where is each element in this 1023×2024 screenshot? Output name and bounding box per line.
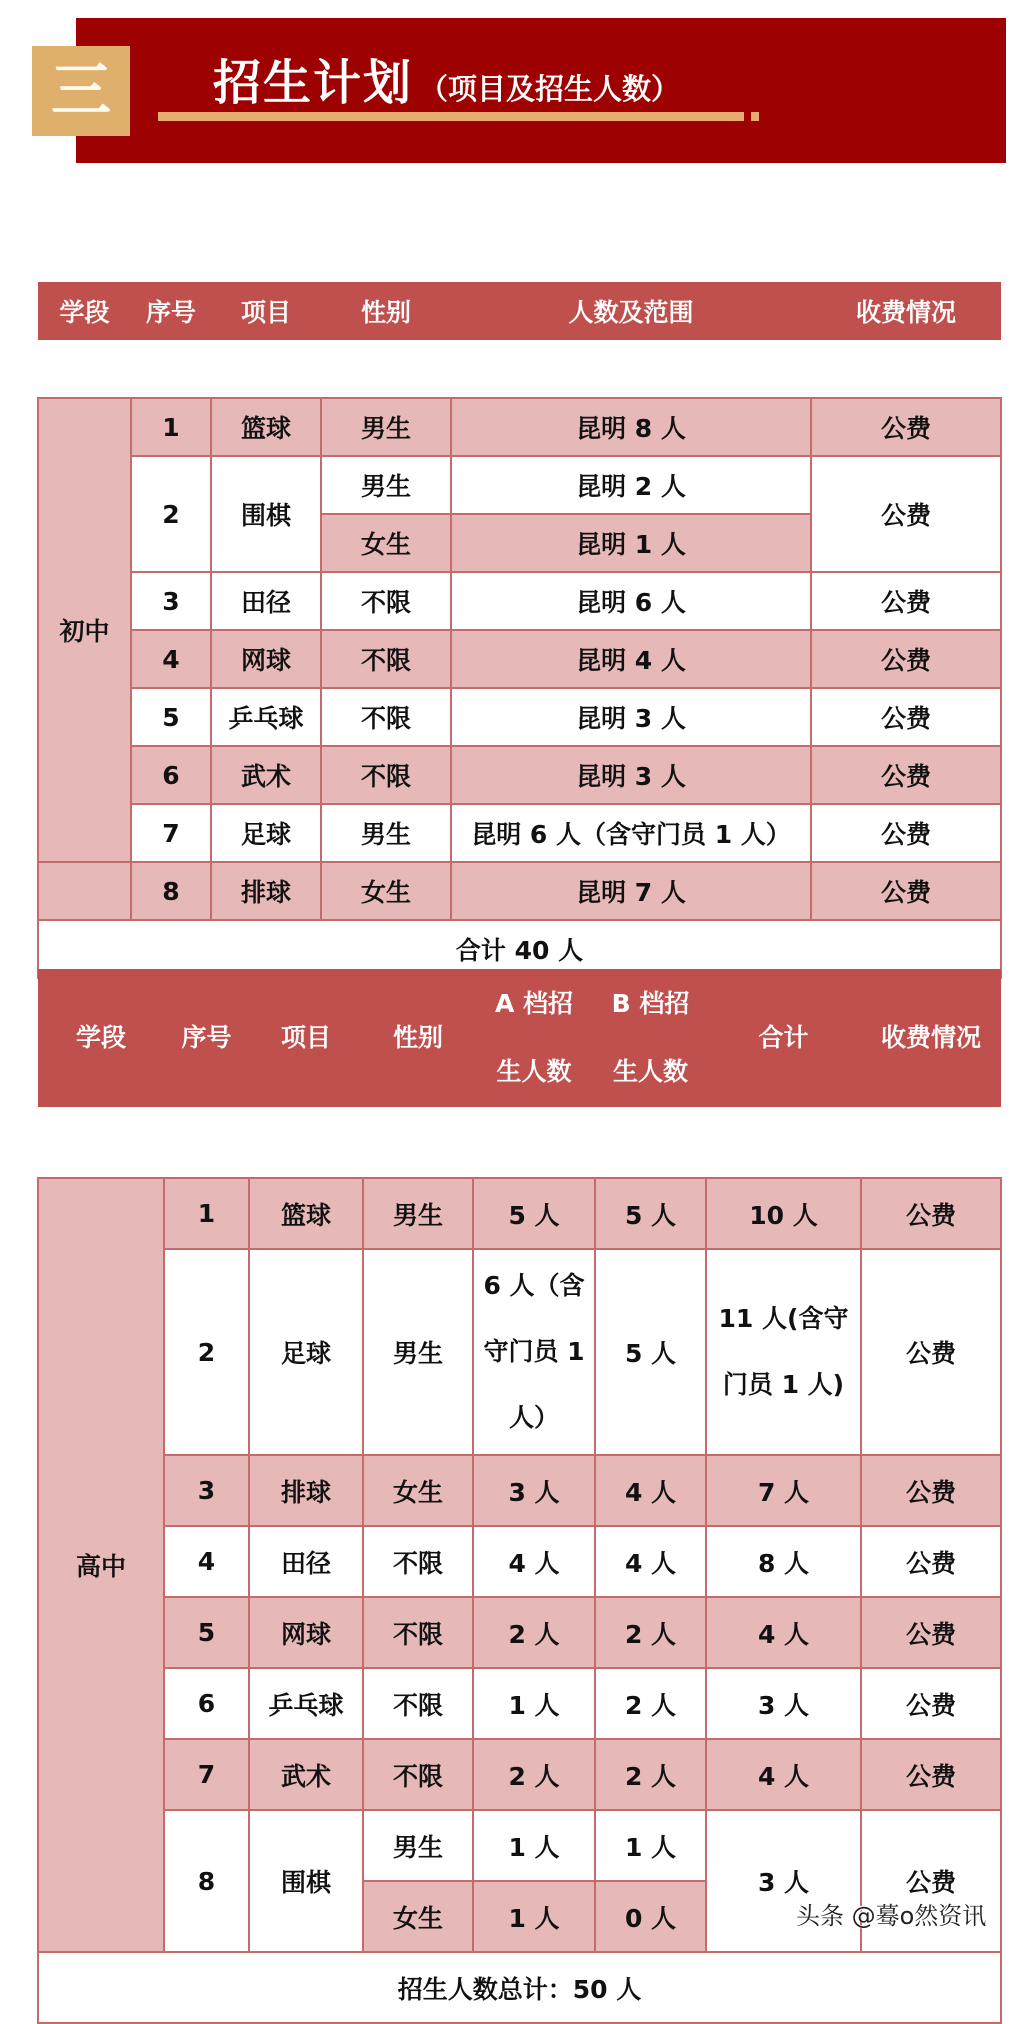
cell-sport: 围棋 — [211, 456, 321, 572]
cell-no: 2 — [131, 456, 211, 572]
cell-fee: 公费 — [811, 398, 1001, 456]
total-cell: 招生人数总计：50 人 — [38, 1952, 1001, 2023]
cell-b: 2 人 — [595, 1739, 706, 1810]
cell-no: 2 — [164, 1249, 249, 1455]
cell-a: 3 人 — [473, 1455, 595, 1526]
cell-gender: 不限 — [321, 746, 451, 804]
cell-no: 5 — [131, 688, 211, 746]
cell-a-line2: 守门员 1 — [483, 1337, 585, 1366]
header-b-line1: B 档招 — [611, 989, 690, 1018]
cell-gender: 不限 — [363, 1526, 473, 1597]
cell-a: 2 人 — [473, 1739, 595, 1810]
cell-count: 昆明 3 人 — [451, 746, 811, 804]
table-row — [38, 630, 1001, 688]
cell-no: 7 — [164, 1739, 249, 1810]
cell-b: 4 人 — [595, 1526, 706, 1597]
total-cell: 合计 40 人 — [38, 920, 1001, 978]
table-row — [38, 1178, 1001, 1249]
cell-fee: 公费 — [861, 1526, 1001, 1597]
cell-sum: 4 人 — [706, 1597, 861, 1668]
header-b-line2: 生人数 — [612, 1057, 688, 1086]
cell-count: 昆明 8 人 — [451, 398, 811, 456]
cell-a-line1: 6 人（含 — [483, 1271, 585, 1300]
header-a-tier — [473, 969, 595, 1107]
table-row — [38, 1455, 1001, 1526]
cell-sport: 排球 — [211, 862, 321, 920]
cell-a: 1 人 — [473, 1668, 595, 1739]
cell-b: 5 人 — [595, 1249, 706, 1455]
cell-count: 昆明 3 人 — [451, 688, 811, 746]
cell-fee: 公费 — [811, 572, 1001, 630]
cell-a: 4 人 — [473, 1526, 595, 1597]
cell-sport: 武术 — [211, 746, 321, 804]
table-row — [38, 572, 1001, 630]
table-row — [38, 1597, 1001, 1668]
cell-fee: 公费 — [861, 1178, 1001, 1249]
cell-gender: 不限 — [321, 572, 451, 630]
cell-sport: 乒乓球 — [211, 688, 321, 746]
table-header-row — [38, 282, 1001, 340]
header-a-line1: A 档招 — [494, 989, 574, 1018]
header-fee: 收费情况 — [811, 282, 1001, 340]
cell-sum: 8 人 — [706, 1526, 861, 1597]
senior-enrollment-table — [37, 969, 1002, 2024]
header-sum: 合计 — [706, 969, 861, 1107]
cell-gender: 不限 — [363, 1668, 473, 1739]
stage-cell: 高中 — [38, 1178, 164, 1952]
cell-count: 昆明 7 人 — [451, 862, 811, 920]
cell-no: 4 — [164, 1526, 249, 1597]
total-row — [38, 1952, 1001, 2023]
header-fee: 收费情况 — [861, 969, 1001, 1107]
cell-gender: 女生 — [321, 514, 451, 572]
stage-cell: 初中 — [38, 398, 131, 862]
cell-b: 2 人 — [595, 1668, 706, 1739]
table-row — [38, 1739, 1001, 1810]
table-row — [38, 1526, 1001, 1597]
cell-gender: 女生 — [363, 1455, 473, 1526]
table-row — [38, 456, 1001, 514]
cell-b: 5 人 — [595, 1178, 706, 1249]
cell-gender: 男生 — [321, 398, 451, 456]
header-no: 序号 — [164, 969, 249, 1107]
cell-no: 5 — [164, 1597, 249, 1668]
table-row — [38, 862, 1001, 920]
cell-gender: 男生 — [363, 1810, 473, 1881]
header-stage: 学段 — [38, 969, 164, 1107]
cell-fee: 公费 — [811, 862, 1001, 920]
header-gender: 性别 — [363, 969, 473, 1107]
cell-sport: 排球 — [249, 1455, 363, 1526]
cell-fee: 公费 — [811, 688, 1001, 746]
watermark: 头条 @蓦o然资讯 — [796, 1902, 987, 1930]
cell-fee: 公费 — [861, 1249, 1001, 1455]
table-row — [38, 1249, 1001, 1455]
cell-gender: 女生 — [363, 1881, 473, 1952]
cell-a — [473, 1249, 595, 1455]
cell-no: 6 — [131, 746, 211, 804]
cell-sum: 3 人 — [706, 1668, 861, 1739]
cell-b: 1 人 — [595, 1810, 706, 1881]
cell-gender: 女生 — [321, 862, 451, 920]
cell-sport: 网球 — [249, 1597, 363, 1668]
header-stage: 学段 — [38, 282, 131, 340]
cell-sum: 7 人 — [706, 1455, 861, 1526]
cell-fee: 公费 — [811, 630, 1001, 688]
cell-gender: 男生 — [363, 1178, 473, 1249]
header-count: 人数及范围 — [451, 282, 811, 340]
table-row — [38, 688, 1001, 746]
table-header-row — [38, 969, 1001, 1107]
cell-no: 3 — [164, 1455, 249, 1526]
table-row — [38, 398, 1001, 456]
stage-cell-empty — [38, 862, 131, 920]
header-no: 序号 — [131, 282, 211, 340]
cell-sport: 乒乓球 — [249, 1668, 363, 1739]
cell-no: 6 — [164, 1668, 249, 1739]
cell-fee: 公费 — [861, 1810, 1001, 1952]
junior-enrollment-table — [37, 282, 1002, 979]
cell-a: 5 人 — [473, 1178, 595, 1249]
cell-gender: 不限 — [363, 1739, 473, 1810]
cell-count: 昆明 4 人 — [451, 630, 811, 688]
cell-sport: 围棋 — [249, 1810, 363, 1952]
cell-sport: 田径 — [249, 1526, 363, 1597]
cell-b: 4 人 — [595, 1455, 706, 1526]
cell-count: 昆明 6 人（含守门员 1 人） — [451, 804, 811, 862]
cell-sum-line2: 门员 1 人) — [722, 1370, 845, 1399]
cell-sport: 篮球 — [211, 398, 321, 456]
title-underline-dot — [751, 112, 759, 121]
cell-sum: 10 人 — [706, 1178, 861, 1249]
header-sport: 项目 — [249, 969, 363, 1107]
cell-gender: 不限 — [363, 1597, 473, 1668]
cell-gender: 男生 — [321, 456, 451, 514]
cell-fee: 公费 — [861, 1597, 1001, 1668]
cell-a: 1 人 — [473, 1881, 595, 1952]
cell-a: 1 人 — [473, 1810, 595, 1881]
cell-sport: 武术 — [249, 1739, 363, 1810]
cell-gender: 男生 — [321, 804, 451, 862]
cell-sum — [706, 1249, 861, 1455]
cell-fee: 公费 — [811, 746, 1001, 804]
cell-sum: 4 人 — [706, 1739, 861, 1810]
cell-a-line3: 人） — [508, 1403, 559, 1432]
table-row — [38, 1668, 1001, 1739]
cell-gender: 不限 — [321, 630, 451, 688]
cell-no: 1 — [131, 398, 211, 456]
cell-fee: 公费 — [861, 1668, 1001, 1739]
header-b-tier — [595, 969, 706, 1107]
cell-no: 4 — [131, 630, 211, 688]
cell-no: 7 — [131, 804, 211, 862]
cell-no: 3 — [131, 572, 211, 630]
title-underline — [158, 112, 744, 121]
cell-count: 昆明 6 人 — [451, 572, 811, 630]
section-title-main: 招生计划 — [213, 55, 414, 111]
cell-sport: 足球 — [211, 804, 321, 862]
cell-a: 2 人 — [473, 1597, 595, 1668]
section-title-sub: （项目及招生人数） — [419, 72, 681, 106]
cell-count: 昆明 1 人 — [451, 514, 811, 572]
cell-gender: 不限 — [321, 688, 451, 746]
cell-sport: 网球 — [211, 630, 321, 688]
header-gender: 性别 — [321, 282, 451, 340]
section-title — [213, 44, 680, 113]
cell-fee: 公费 — [811, 456, 1001, 572]
cell-sport: 田径 — [211, 572, 321, 630]
cell-fee: 公费 — [811, 804, 1001, 862]
cell-sport: 篮球 — [249, 1178, 363, 1249]
cell-no: 1 — [164, 1178, 249, 1249]
cell-gender: 男生 — [363, 1249, 473, 1455]
cell-sport: 足球 — [249, 1249, 363, 1455]
table-row — [38, 1810, 1001, 1881]
table-row — [38, 746, 1001, 804]
cell-b: 0 人 — [595, 1881, 706, 1952]
cell-count: 昆明 2 人 — [451, 456, 811, 514]
cell-no: 8 — [131, 862, 211, 920]
cell-fee: 公费 — [861, 1455, 1001, 1526]
table-row — [38, 804, 1001, 862]
cell-sum-line1: 11 人(含守 — [718, 1304, 849, 1333]
cell-no: 8 — [164, 1810, 249, 1952]
cell-fee: 公费 — [861, 1739, 1001, 1810]
cell-b: 2 人 — [595, 1597, 706, 1668]
cell-sum: 3 人 — [706, 1810, 861, 1952]
header-sport: 项目 — [211, 282, 321, 340]
section-number-badge: 三 — [32, 46, 130, 136]
header-a-line2: 生人数 — [496, 1057, 572, 1086]
